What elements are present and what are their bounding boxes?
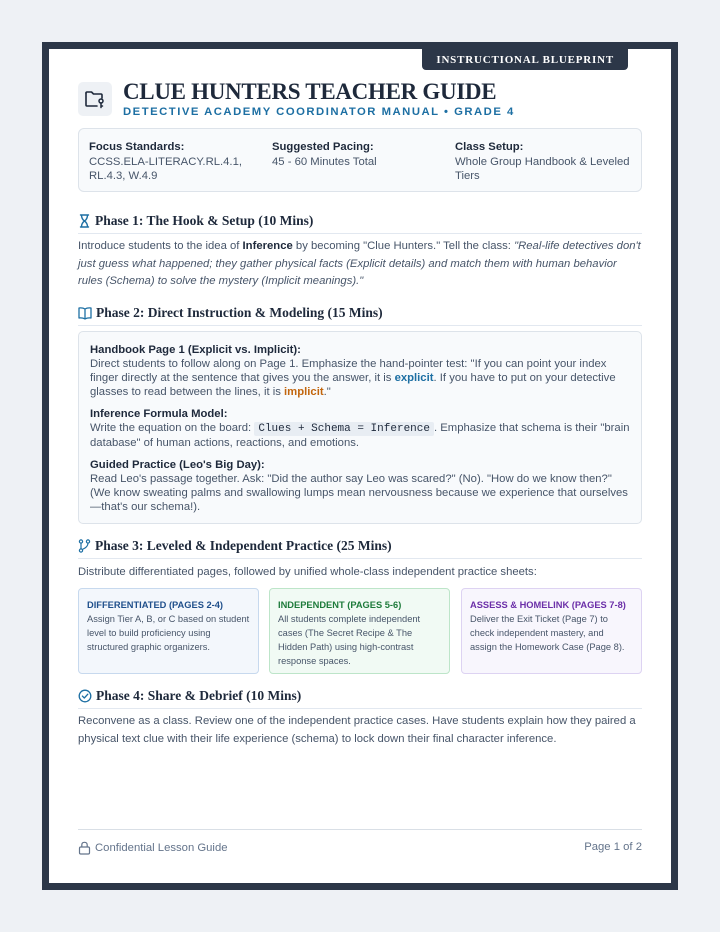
focus-standards-value: CCSS.ELA-LITERACY.RL.4.1, RL.4.3, W.4.9: [89, 156, 242, 182]
phase-3-title: Phase 3: Leveled & Independent Practice (25 Mins): [95, 538, 392, 553]
assess-homelink-card: [461, 588, 642, 674]
differentiated-card: [78, 588, 259, 674]
inference-term: Inference: [242, 240, 293, 252]
class-setup-label: Class Setup:: [455, 141, 524, 153]
phase-2-title: Phase 2: Direct Instruction & Modeling (15 Mins): [96, 305, 383, 320]
phase-1-heading: [78, 212, 642, 234]
instructional-blueprint-banner: INSTRUCTIONAL BLUEPRINT: [422, 49, 628, 70]
lesson-meta-box: [78, 128, 642, 192]
guided-practice-heading: Guided Practice (Leo's Big Day):: [90, 459, 265, 471]
suggested-pacing: [272, 140, 442, 169]
inference-formula-heading: Inference Formula Model:: [90, 408, 228, 420]
open-book-icon: [78, 306, 92, 320]
phase-1-quote: "Real-life detectives don't just guess what happened; they gather physical facts (Explicit details) and match them with human behavior rules (Schema) to solve the mystery (Implicit meanings).": [78, 240, 641, 287]
focus-standards-label: Focus Standards:: [89, 141, 185, 153]
handbook-page-1-block: [90, 343, 630, 399]
handbook-text-b: . If you have to put on your detective glasses to read between the lines, it is: [90, 372, 616, 398]
class-setup-value: Whole Group Handbook & Leveled Tiers: [455, 156, 630, 182]
differentiated-card-title: DIFFERENTIATED (PAGES 2-4): [87, 600, 224, 610]
assess-homelink-card-text: Deliver the Exit Ticket (Page 7) to check independent mastery, and assign the Homework Case (Page 8).: [470, 614, 625, 652]
phase-1-text-b: by becoming "Clue Hunters." Tell the class:: [292, 240, 515, 252]
class-setup: [455, 140, 635, 183]
guided-practice-text: Read Leo's passage together. Ask: "Did the author say Leo was scared?" (No). "How do we know then?" (We know sweating palms and swallowing lumps mean nervousness because we experience that ourselves—that's our schema!).: [90, 473, 628, 513]
explicit-term: explicit: [394, 372, 434, 384]
folder-key-icon: [78, 82, 112, 116]
lock-icon: [78, 841, 91, 855]
page-subtitle: DETECTIVE ACADEMY COORDINATOR MANUAL • GRADE 4: [123, 106, 515, 118]
check-circle-icon: [78, 689, 92, 703]
formula-text-a: Write the equation on the board:: [90, 422, 255, 434]
independent-card-text: All students complete independent cases (The Secret Recipe & The Hidden Path) using high-contrast response spaces.: [278, 614, 421, 666]
handbook-text-c: .": [323, 386, 331, 398]
practice-cards: [78, 588, 642, 674]
differentiated-card-text: Assign Tier A, B, or C based on student level to build proficiency using structured graphic organizers.: [87, 614, 250, 652]
independent-card: [269, 588, 450, 674]
implicit-term: implicit: [284, 386, 324, 398]
suggested-pacing-value: 45 - 60 Minutes Total: [272, 156, 377, 168]
phase-4-text: Reconvene as a class. Review one of the independent practice cases. Have students explain how they paired a physical text clue with their life experience (schema) to lock down their final character inference.: [78, 715, 636, 745]
phase-3-heading: [78, 537, 642, 559]
phase-4-heading: [78, 687, 642, 709]
inference-formula-code: Clues + Schema = Inference: [254, 422, 434, 436]
handbook-page-1-heading: Handbook Page 1 (Explicit vs. Implicit):: [90, 344, 301, 356]
assess-homelink-card-title: ASSESS & HOMELINK (PAGES 7-8): [470, 600, 626, 610]
handbook-text-a: Direct students to follow along on Page 1. Emphasize the hand-pointer test: "If you can point your index finger directly at the sentence that gives you the answer, it is: [90, 358, 607, 384]
phase-1-title: Phase 1: The Hook & Setup (10 Mins): [95, 213, 314, 228]
document-page: [49, 49, 671, 883]
confidential-label: Confidential Lesson Guide: [95, 842, 228, 854]
phase-1-text-a: Introduce students to the idea of: [78, 240, 243, 252]
suggested-pacing-label: Suggested Pacing:: [272, 141, 374, 153]
hourglass-icon: [78, 214, 91, 228]
formula-text-b: . Emphasize that schema is their "brain database" of human actions, reactions, and emotions.: [90, 422, 630, 449]
phase-2-instruction-box: [78, 331, 642, 524]
inference-formula-block: [90, 407, 630, 450]
footer-left: [78, 841, 228, 855]
branch-icon: [78, 539, 91, 553]
phase-3-intro: Distribute differentiated pages, followed by unified whole-class independent practice sheets:: [78, 566, 537, 578]
phase-1-text: [78, 238, 642, 291]
phase-4-title: Phase 4: Share & Debrief (10 Mins): [96, 688, 302, 703]
focus-standards: [89, 140, 259, 183]
page-footer: [78, 829, 642, 859]
phase-2-heading: [78, 304, 642, 326]
page-number: Page 1 of 2: [584, 841, 642, 853]
page-title: CLUE HUNTERS TEACHER GUIDE: [123, 79, 497, 104]
independent-card-title: INDEPENDENT (PAGES 5-6): [278, 600, 402, 610]
guided-practice-block: [90, 458, 630, 514]
